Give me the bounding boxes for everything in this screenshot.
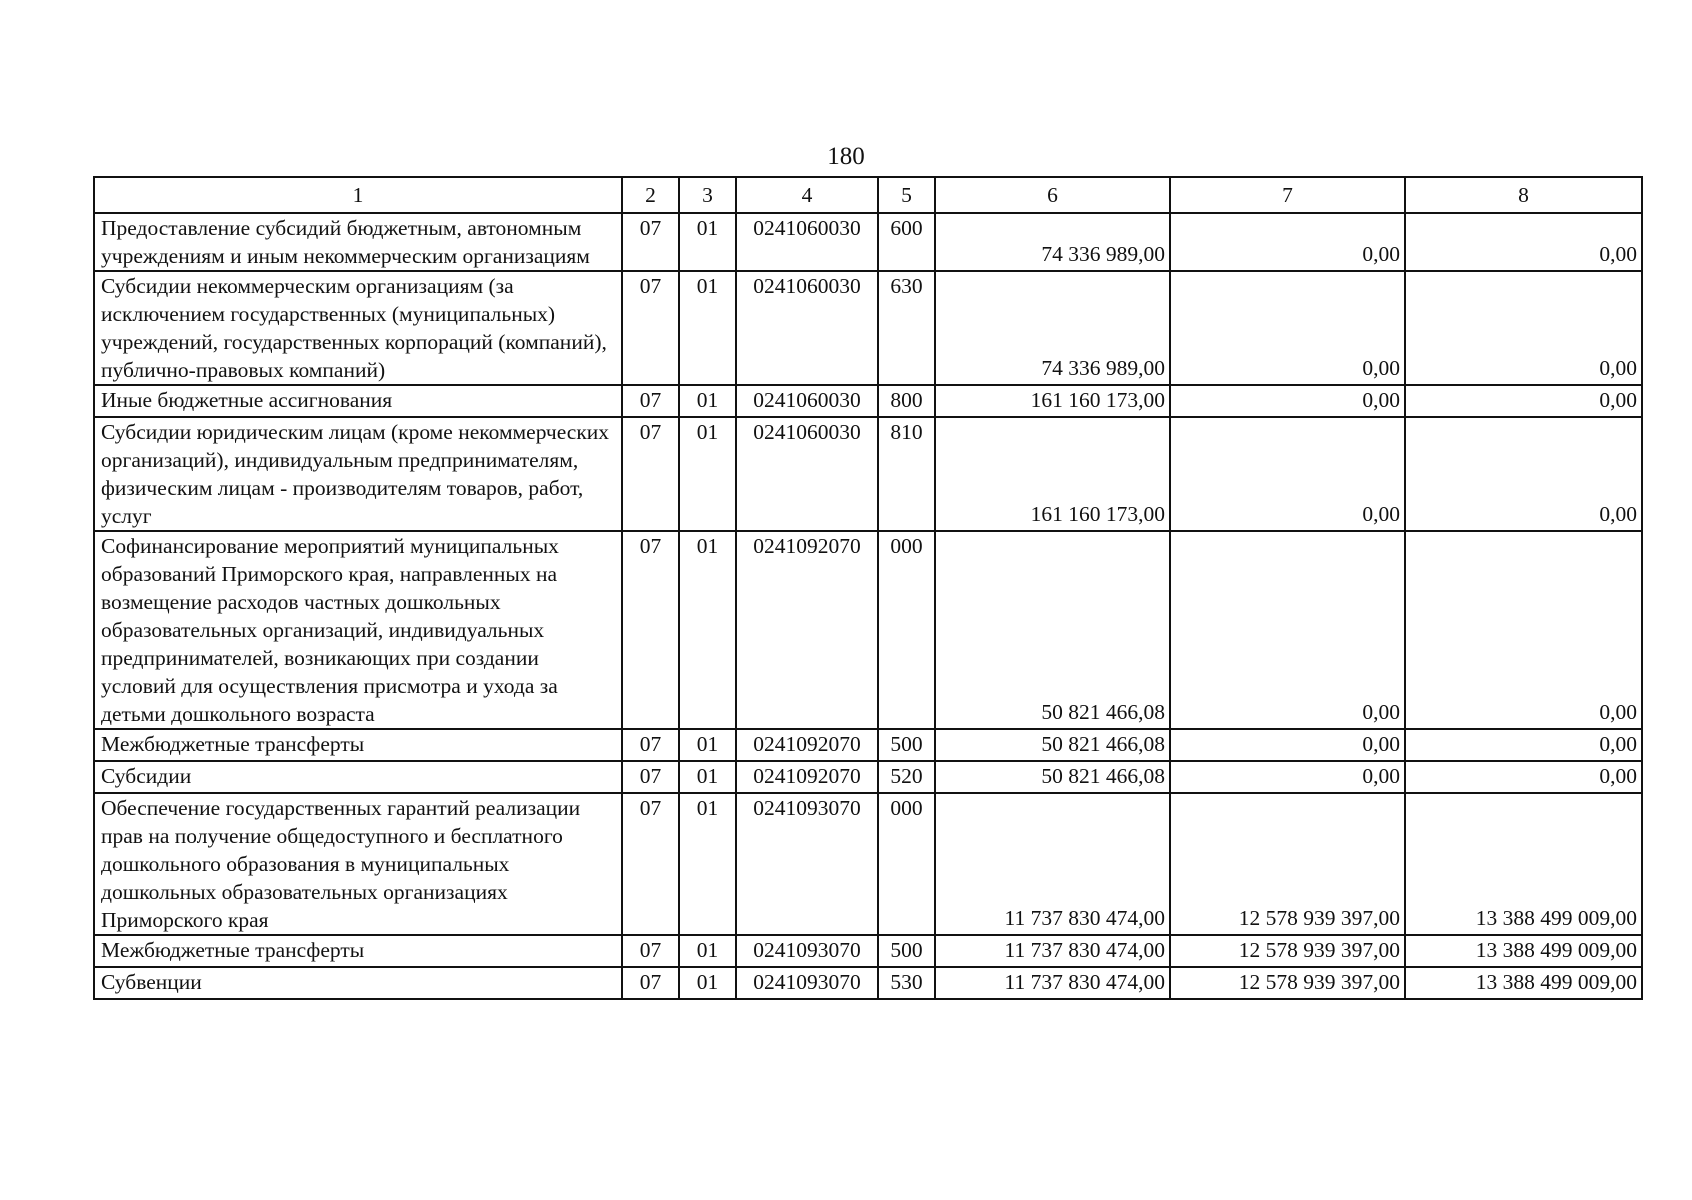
subsection-cell: 01 — [679, 417, 736, 531]
amount-col7-cell: 0,00 — [1170, 271, 1405, 385]
section-cell: 07 — [622, 967, 679, 999]
row-name-cell: Субсидии некоммерческим организациям (за исключением государственных (муниципальных) учреждений, государственных корпораций (компаний), публично-правовых компаний) — [94, 271, 622, 385]
table-row — [94, 967, 1642, 999]
expense-type-cell: 000 — [878, 793, 935, 935]
budget-table — [93, 176, 1643, 1000]
amount-col8-cell: 0,00 — [1405, 271, 1642, 385]
target-article-cell: 0241092070 — [736, 531, 878, 729]
amount-col7-cell: 12 578 939 397,00 — [1170, 935, 1405, 967]
target-article-cell: 0241093070 — [736, 967, 878, 999]
amount-col7-cell: 12 578 939 397,00 — [1170, 967, 1405, 999]
section-cell: 07 — [622, 271, 679, 385]
table-row — [94, 729, 1642, 761]
amount-col8-cell: 0,00 — [1405, 385, 1642, 417]
expense-type-cell: 600 — [878, 213, 935, 271]
amount-col7-cell: 0,00 — [1170, 417, 1405, 531]
column-header: 1 — [94, 177, 622, 213]
table-row — [94, 385, 1642, 417]
amount-col7-cell: 12 578 939 397,00 — [1170, 793, 1405, 935]
amount-col6-cell: 50 821 466,08 — [935, 729, 1170, 761]
amount-col8-cell: 13 388 499 009,00 — [1405, 793, 1642, 935]
expense-type-cell: 800 — [878, 385, 935, 417]
subsection-cell: 01 — [679, 967, 736, 999]
amount-col8-cell: 0,00 — [1405, 531, 1642, 729]
table-row — [94, 793, 1642, 935]
subsection-cell: 01 — [679, 385, 736, 417]
amount-col6-cell: 11 737 830 474,00 — [935, 935, 1170, 967]
amount-col6-cell: 161 160 173,00 — [935, 417, 1170, 531]
amount-col7-cell: 0,00 — [1170, 385, 1405, 417]
target-article-cell: 0241092070 — [736, 729, 878, 761]
table-row — [94, 531, 1642, 729]
target-article-cell: 0241060030 — [736, 213, 878, 271]
column-header: 2 — [622, 177, 679, 213]
amount-col8-cell: 0,00 — [1405, 417, 1642, 531]
section-cell: 07 — [622, 793, 679, 935]
header-row — [94, 177, 1642, 213]
row-name-cell: Субсидии — [94, 761, 622, 793]
amount-col6-cell: 11 737 830 474,00 — [935, 793, 1170, 935]
target-article-cell: 0241060030 — [736, 385, 878, 417]
column-header: 8 — [1405, 177, 1642, 213]
amount-col8-cell: 0,00 — [1405, 213, 1642, 271]
column-header: 7 — [1170, 177, 1405, 213]
amount-col6-cell: 161 160 173,00 — [935, 385, 1170, 417]
section-cell: 07 — [622, 729, 679, 761]
table-row — [94, 271, 1642, 385]
target-article-cell: 0241060030 — [736, 417, 878, 531]
row-name-cell: Межбюджетные трансферты — [94, 935, 622, 967]
subsection-cell: 01 — [679, 761, 736, 793]
table-row — [94, 761, 1642, 793]
subsection-cell: 01 — [679, 793, 736, 935]
row-name-cell: Субсидии юридическим лицам (кроме некоммерческих организаций), индивидуальным предпринимателям, физическим лицам - производителям товаров, работ, услуг — [94, 417, 622, 531]
expense-type-cell: 630 — [878, 271, 935, 385]
expense-type-cell: 520 — [878, 761, 935, 793]
target-article-cell: 0241060030 — [736, 271, 878, 385]
amount-col6-cell: 11 737 830 474,00 — [935, 967, 1170, 999]
row-name-cell: Обеспечение государственных гарантий реализации прав на получение общедоступного и бесплатного дошкольного образования в муниципальных дошкольных образовательных организациях Приморского края — [94, 793, 622, 935]
table-body — [94, 213, 1642, 999]
amount-col8-cell: 0,00 — [1405, 761, 1642, 793]
amount-col6-cell: 50 821 466,08 — [935, 761, 1170, 793]
expense-type-cell: 500 — [878, 729, 935, 761]
column-header: 3 — [679, 177, 736, 213]
column-header: 6 — [935, 177, 1170, 213]
row-name-cell: Межбюджетные трансферты — [94, 729, 622, 761]
column-header: 4 — [736, 177, 878, 213]
amount-col7-cell: 0,00 — [1170, 213, 1405, 271]
page-number: 180 — [827, 143, 865, 170]
target-article-cell: 0241093070 — [736, 793, 878, 935]
subsection-cell: 01 — [679, 271, 736, 385]
amount-col6-cell: 74 336 989,00 — [935, 213, 1170, 271]
row-name-cell: Иные бюджетные ассигнования — [94, 385, 622, 417]
row-name-cell: Субвенции — [94, 967, 622, 999]
table-row — [94, 935, 1642, 967]
section-cell: 07 — [622, 385, 679, 417]
subsection-cell: 01 — [679, 213, 736, 271]
amount-col8-cell: 13 388 499 009,00 — [1405, 935, 1642, 967]
subsection-cell: 01 — [679, 935, 736, 967]
section-cell: 07 — [622, 417, 679, 531]
expense-type-cell: 810 — [878, 417, 935, 531]
section-cell: 07 — [622, 935, 679, 967]
section-cell: 07 — [622, 213, 679, 271]
subsection-cell: 01 — [679, 729, 736, 761]
section-cell: 07 — [622, 761, 679, 793]
amount-col6-cell: 50 821 466,08 — [935, 531, 1170, 729]
section-cell: 07 — [622, 531, 679, 729]
subsection-cell: 01 — [679, 531, 736, 729]
table-row — [94, 417, 1642, 531]
expense-type-cell: 000 — [878, 531, 935, 729]
amount-col6-cell: 74 336 989,00 — [935, 271, 1170, 385]
amount-col8-cell: 0,00 — [1405, 729, 1642, 761]
amount-col8-cell: 13 388 499 009,00 — [1405, 967, 1642, 999]
expense-type-cell: 530 — [878, 967, 935, 999]
row-name-cell: Софинансирование мероприятий муниципальных образований Приморского края, направленных на возмещение расходов частных дошкольных образовательных организаций, индивидуальных предпринимателей, возникающих при создании условий для осуществления присмотра и ухода за детьми дошкольного возраста — [94, 531, 622, 729]
target-article-cell: 0241092070 — [736, 761, 878, 793]
row-name-cell: Предоставление субсидий бюджетным, автономным учреждениям и иным некоммерческим организациям — [94, 213, 622, 271]
amount-col7-cell: 0,00 — [1170, 761, 1405, 793]
target-article-cell: 0241093070 — [736, 935, 878, 967]
column-header: 5 — [878, 177, 935, 213]
expense-type-cell: 500 — [878, 935, 935, 967]
amount-col7-cell: 0,00 — [1170, 531, 1405, 729]
amount-col7-cell: 0,00 — [1170, 729, 1405, 761]
table-row — [94, 213, 1642, 271]
